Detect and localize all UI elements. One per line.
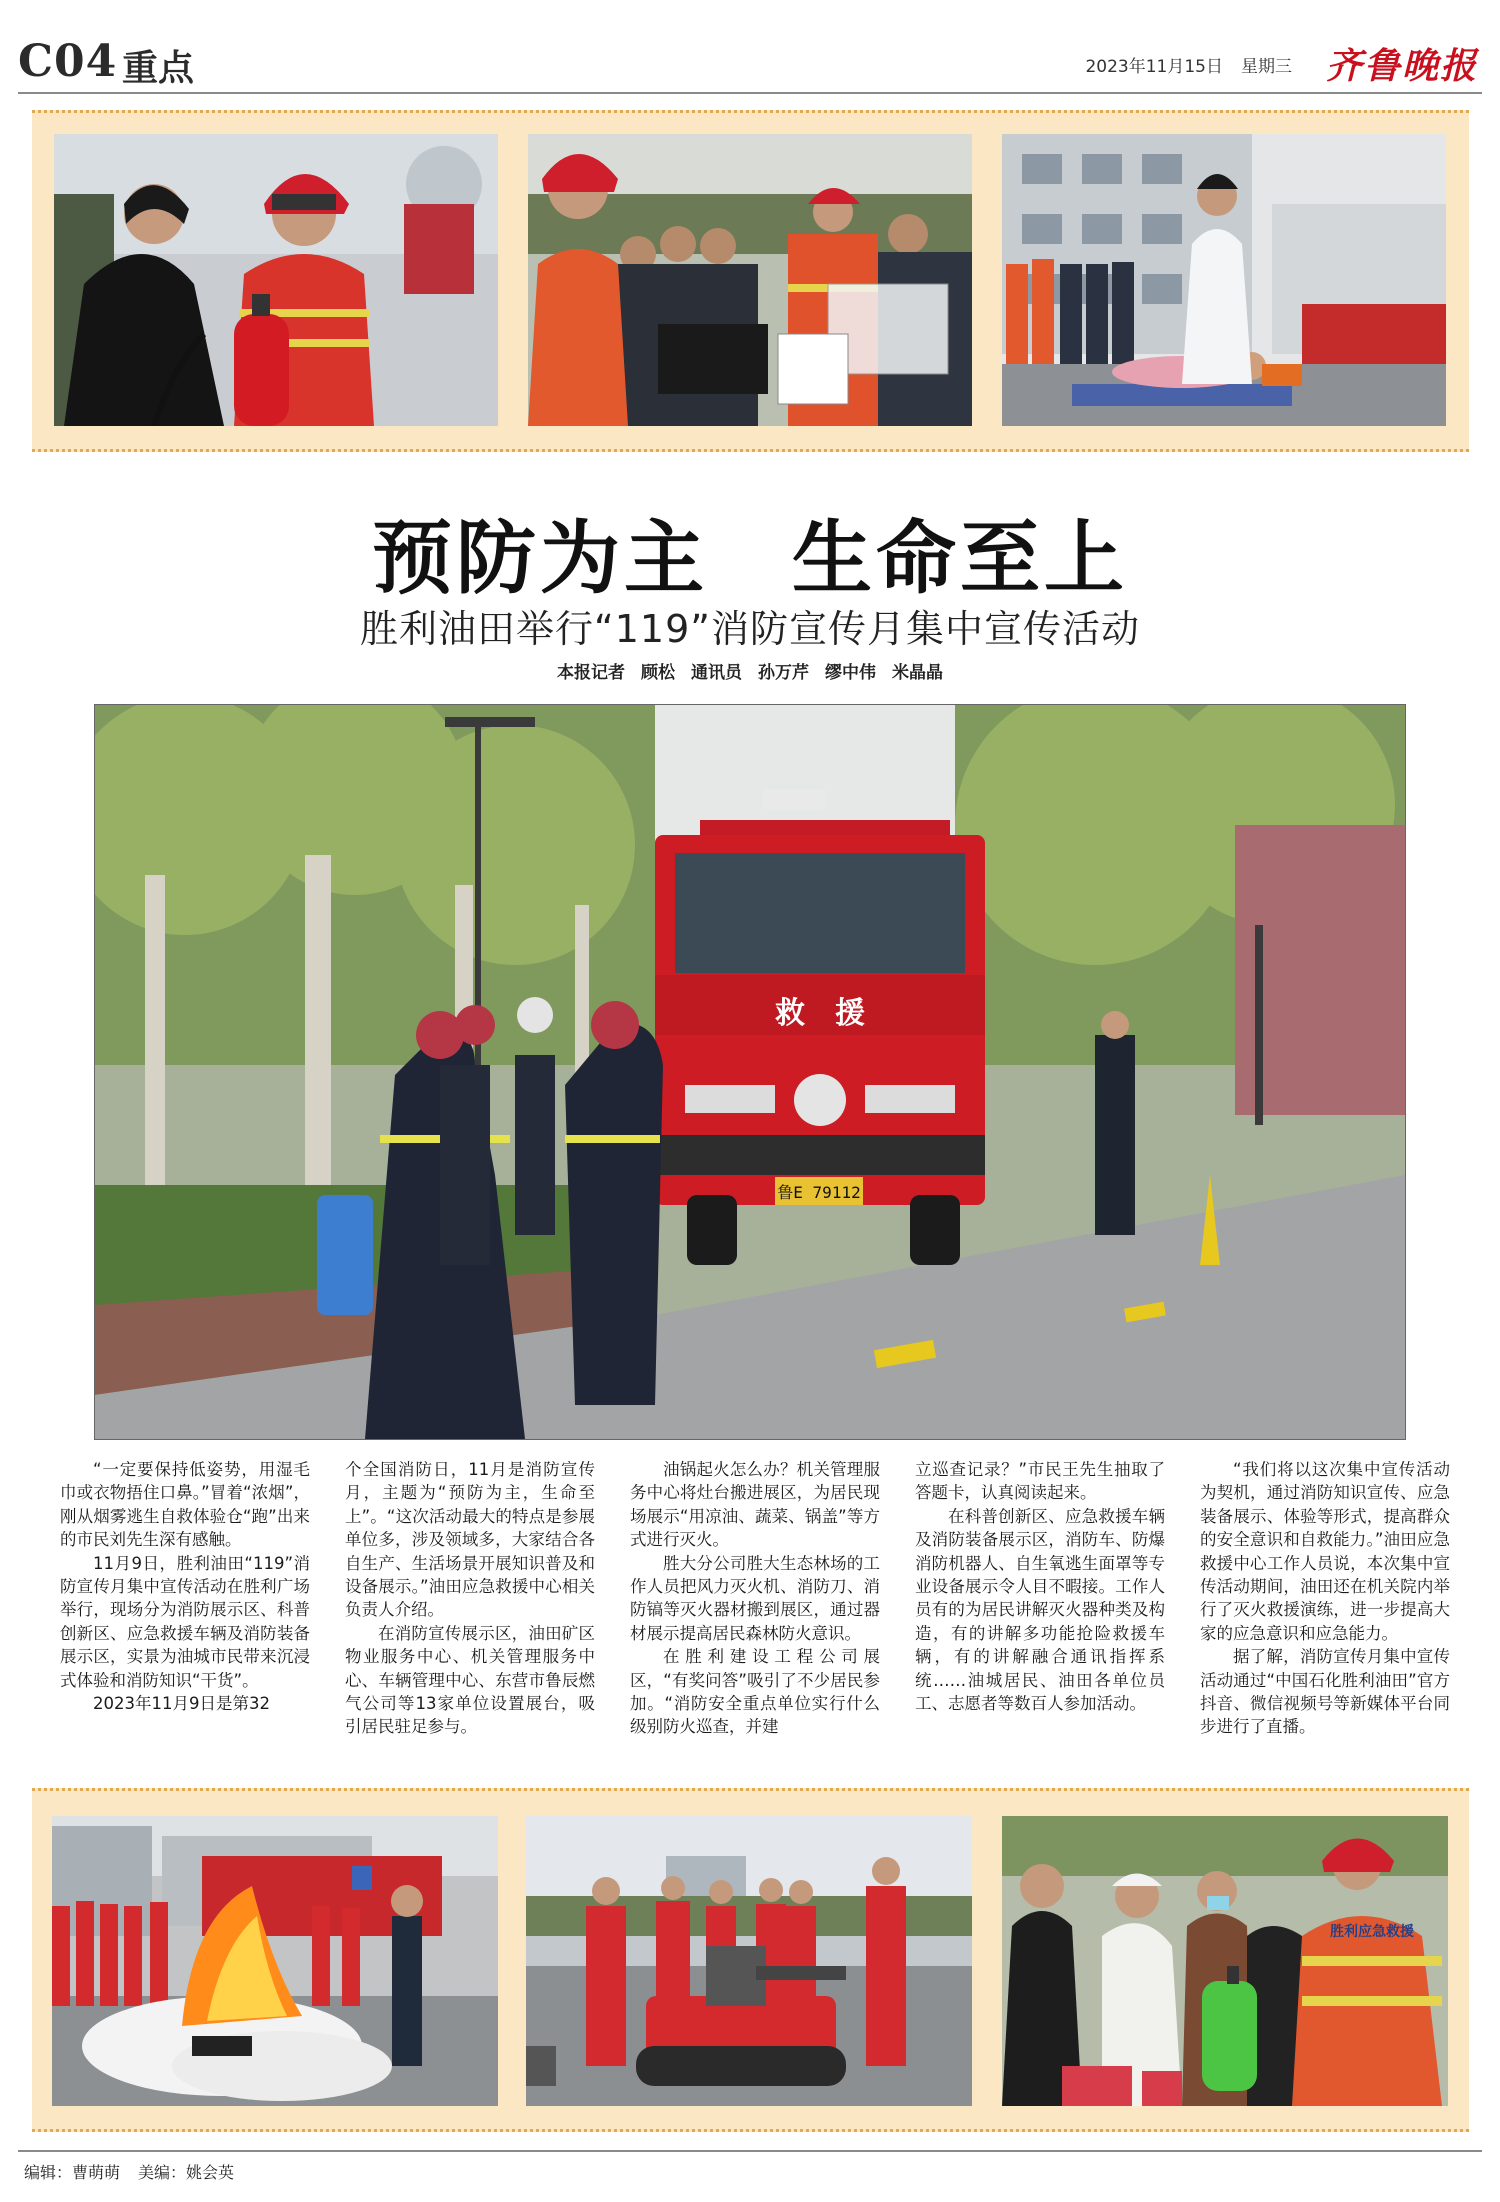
- footer-rule: [18, 2150, 1482, 2152]
- page-footer: [24, 2160, 252, 2183]
- article-paragraph: “我们将以这次集中宣传活动为契机，通过消防知识宣传、应急装备展示、体验等形式，提高群众的安全意识和自救能力。”油田应急救援中心工作人员说，本次集中宣传活动期间，油田还在机关院内举行了灭火救援演练，进一步提高大家的应急意识和应急能力。: [1200, 1460, 1450, 1643]
- photo-fire-robot: [526, 1816, 972, 2106]
- editor-credit: 编辑：曹萌萌: [24, 2163, 121, 2182]
- article-paragraph: 2023年11月9日是第32: [93, 1694, 270, 1714]
- dateline: [1067, 52, 1292, 77]
- byline-name: 米晶晶: [892, 663, 943, 683]
- bottom-photo-strip: [32, 1788, 1469, 2132]
- photo-equipment-display: [528, 134, 972, 426]
- page-number: C04: [18, 36, 118, 87]
- truck-label: 救 援: [775, 996, 865, 1031]
- article-subheadline: 胜利油田举行“119”消防宣传月集中宣传活动: [360, 607, 1140, 651]
- section-name: 重点: [122, 47, 195, 89]
- top-photo-strip: [32, 110, 1469, 452]
- article-body: [60, 1458, 1450, 1776]
- article-column-5: [1200, 1458, 1450, 1739]
- designer-credit: 美编：姚会英: [138, 2163, 235, 2182]
- article-column-1: [60, 1458, 310, 1715]
- article-paragraph: 据了解，消防宣传月集中宣传活动通过“中国石化胜利油田”官方抖音、微信视频号等新媒体平台同步进行了直播。: [1200, 1647, 1450, 1737]
- truck-plate: 鲁E 79112: [777, 1183, 861, 1202]
- article-column-4: [915, 1458, 1165, 1715]
- strip-border-top: [32, 110, 1469, 113]
- vest-label: 胜利应急救援: [1330, 1924, 1414, 1940]
- article-paragraph: 11月9日，胜利油田“119”消防宣传月集中宣传活动在胜利广场举行，现场分为消防展示区、科普创新区、应急救援车辆及消防装备展示区，实景为油城市民带来沉浸式体验和消防知识“干货”。: [60, 1553, 310, 1690]
- date: 2023年11月15日: [1085, 57, 1223, 77]
- article-column-3: [630, 1458, 880, 1739]
- masthead-logo: 齐鲁晚报: [1325, 45, 1478, 87]
- article-paragraph: 立巡查记录？”市民王先生抽取了答题卡，认真阅读起来。: [915, 1460, 1165, 1503]
- header-rule: [18, 92, 1482, 94]
- article-paragraph: 在胜利建设工程公司展区，“有奖问答”吸引了不少居民参加。“消防安全重点单位实行什么级别防火巡查，并建: [630, 1647, 880, 1737]
- photo-extinguisher-demo: [54, 134, 498, 426]
- article-column-2: [345, 1458, 595, 1739]
- article-byline: [0, 658, 1500, 683]
- article-paragraph: 在科普创新区、应急救援车辆及消防装备展示区，消防车、防爆消防机器人、自生氧逃生面罩等专业设备展示令人目不暇接。工作人员有的为居民讲解灭火器种类及构造，有的讲解多功能抢险救援车辆，有的讲解融合通讯指挥系统……油城居民、油田各单位员工、志愿者等数百人参加活动。: [915, 1506, 1165, 1714]
- weekday: 星期三: [1241, 57, 1292, 77]
- article-headline: 预防为主 生命至上: [372, 511, 1128, 605]
- article-paragraph: 在消防宣传展示区，油田矿区物业服务中心、机关管理服务中心、车辆管理中心、东营市鲁辰燃气公司等13家单位设置展台，吸引居民驻足参与。: [345, 1623, 595, 1737]
- byline-name: 缪中伟: [825, 663, 876, 683]
- strip-border-bottom: [32, 449, 1469, 452]
- byline-role: 通讯员: [691, 663, 742, 683]
- photo-public-education: [1002, 1816, 1448, 2106]
- byline-name: 顾松: [641, 663, 675, 683]
- strip-border-bottom: [32, 2129, 1469, 2132]
- photo-cpr-training: [1002, 134, 1446, 426]
- photo-fire-extinguishing: [52, 1816, 498, 2106]
- article-paragraph: 油锅起火怎么办？机关管理服务中心将灶台搬进展区，为居民现场展示“用凉油、蔬菜、锅盖”等方式进行灭火。: [630, 1460, 880, 1550]
- page-header: [18, 30, 1482, 92]
- strip-border-top: [32, 1788, 1469, 1791]
- article-paragraph: 个全国消防日，11月是消防宣传月，主题为“预防为主，生命至上”。“这次活动最大的特点是参展单位多，涉及领域多，大家结合各自生产、生活场景开展知识普及和设备展示。”油田应急救援中心相关负责人介绍。: [345, 1460, 595, 1620]
- article-paragraph: 胜大分公司胜大生态林场的工作人员把风力灭火机、消防刀、消防镐等灭火器材搬到展区，通过器材展示提高居民森林防火意识。: [630, 1553, 880, 1643]
- main-photo-fire-drill: [94, 704, 1406, 1440]
- byline-name: 孙万芹: [758, 663, 809, 683]
- byline-role: 本报记者: [557, 663, 625, 683]
- article-paragraph: “一定要保持低姿势，用湿毛巾或衣物捂住口鼻。”冒着“浓烟”，刚从烟雾逃生自救体验仓“跑”出来的市民刘先生深有感触。: [60, 1460, 310, 1550]
